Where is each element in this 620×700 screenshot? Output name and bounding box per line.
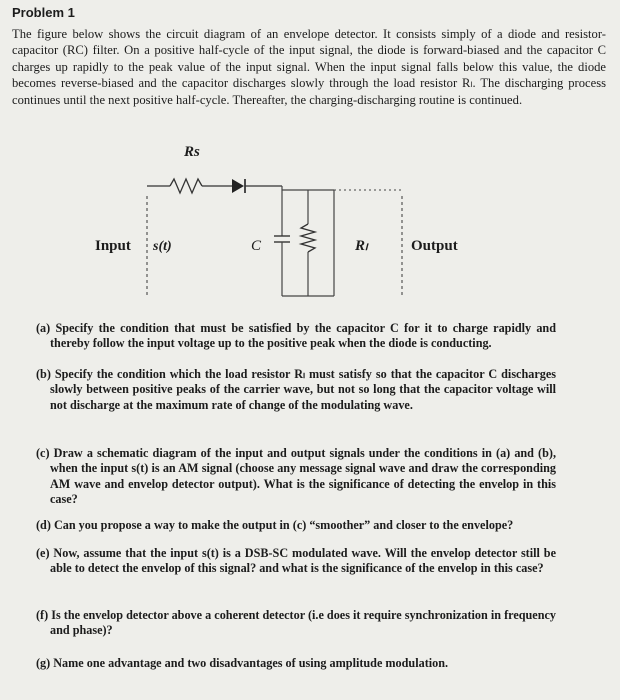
rl-label: Rₗ — [355, 238, 368, 254]
capacitor-label: C — [251, 238, 262, 254]
rs-resistor — [170, 179, 202, 193]
output-label: Output — [411, 238, 458, 254]
rs-label: Rs — [184, 144, 200, 160]
question-g: (g) Name one advantage and two disadvantages of using amplitude modulation. — [36, 656, 449, 670]
question-c: (c) Draw a schematic diagram of the input and output signals under the conditions in (a) and (b), when the input s(t) is an AM signal (choose any message signal wave and draw the corresponding AM wave and envelop detector output). What is the significance of detecting the envelop in this case? — [36, 446, 556, 507]
question-a: (a) Specify the condition that must be satisfied by the capacitor C for it to charge rapidly and thereby follow the input voltage up to the positive peak when the diode is conducting. — [36, 321, 556, 351]
question-e: (e) Now, assume that the input s(t) is a DSB-SC modulated wave. Will the envelop detector still be able to detect the envelop of this signal? and what is the significance of the envelop in this case? — [36, 546, 556, 576]
input-label: Input — [95, 238, 131, 254]
rl-resistor — [301, 224, 315, 252]
problem-title: Problem 1 — [12, 5, 75, 20]
intro-paragraph: The figure below shows the circuit diagram of an envelope detector. It consists simply of a diode and resistor-capacitor (RC) filter. On a positive half-cycle of the input signal, the diode is forward-biased and the capacitor C charges up rapidly to the peak value of the input signal. When the input signal falls below this value, the diode becomes reverse-biased and the capacitor discharges slowly through the load resistor Rₗ. The discharging process continues until the next positive half-cycle. Thereafter, the charging-discharging routine is continued. — [12, 27, 606, 107]
question-f: (f) Is the envelop detector above a coherent detector (i.e does it require synchronization in frequency and phase)? — [36, 608, 556, 638]
question-b: (b) Specify the condition which the load resistor Rₗ must satisfy so that the capacitor C discharges slowly between positive peaks of the carrier wave, but not so long that the capacitor voltage will not discharge at the maximum rate of change of the modulating wave. — [36, 367, 556, 412]
source-label: s(t) — [153, 239, 172, 254]
question-d: (d) Can you propose a way to make the output in (c) “smoother” and closer to the envelope? — [36, 518, 514, 532]
diode-symbol — [232, 179, 244, 193]
envelope-detector-circuit — [0, 138, 620, 308]
